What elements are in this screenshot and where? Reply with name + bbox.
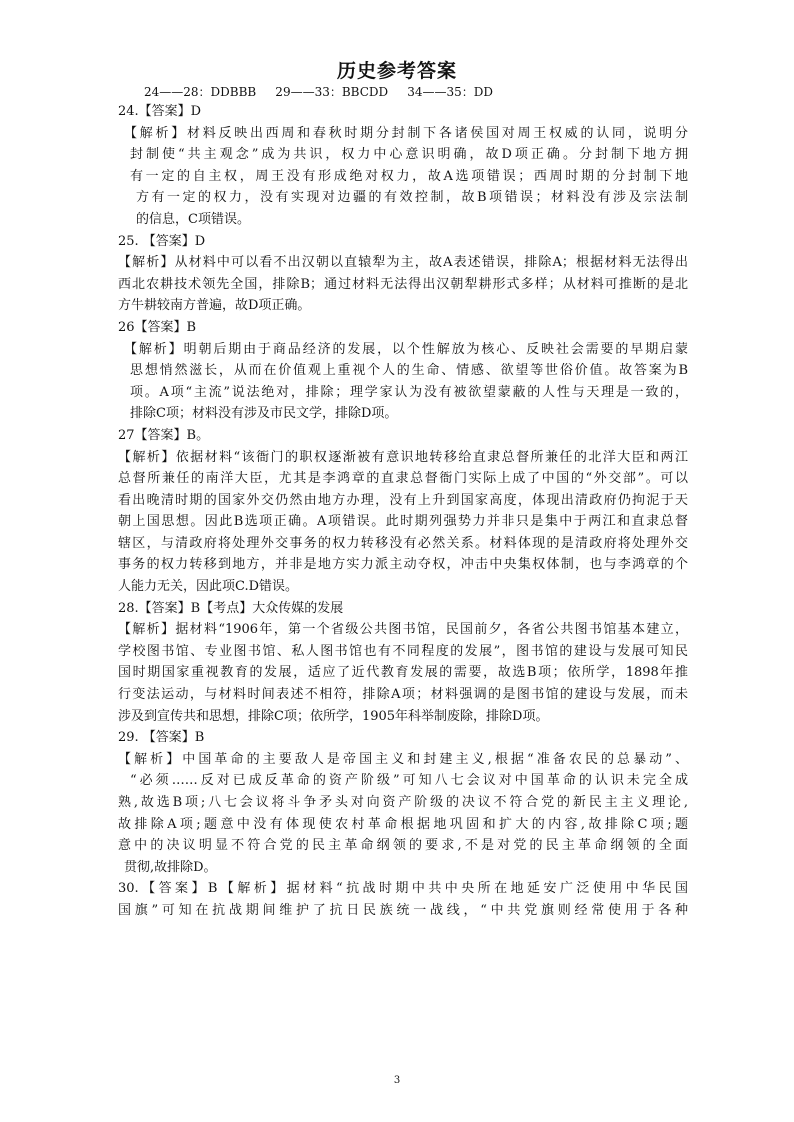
text-line: 【解析】中国革命的主要敌人是帝国主义和封建主义,根据“准备农民的总暴动”、	[118, 751, 688, 767]
answer-heading-29	[118, 727, 688, 749]
page-number: 3	[393, 1075, 401, 1086]
text-line: 西北农耕技术领先全国，排除B；通过材料无法得出汉朝犁耕形式多样；从材料可推断的是北	[118, 276, 688, 292]
text-line: 24.【答案】D	[118, 104, 202, 119]
text-line: 排除C项；材料没有涉及市民文学，排除D项。	[130, 406, 398, 422]
text-line: 学校图书馆、专业图书馆、私人图书馆也有不同程度的发展”，图书馆的建设与发展可知民	[118, 643, 688, 659]
text-line: 27【答案】B。	[118, 427, 210, 443]
answer-heading-28	[118, 598, 688, 620]
answer-key-summary: 24——28：DDBBB 29——33：BBCDD 34——35：DD	[144, 85, 493, 99]
explanation-30	[118, 878, 688, 921]
text-line: 看出晚清时期的国家外交仍然由地方办理，没有上升到国家高度，体现出清政府仍拘泥于天	[118, 492, 688, 508]
explanation-29	[118, 749, 688, 879]
text-line: 的信息，C项错误。	[136, 211, 250, 227]
text-line: 国时期国家重视教育的发展，适应了近代教育发展的需要，故选B项；依所学，1898年推	[118, 665, 688, 681]
text-line: 30.【答案】B【解析】据材料“抗战时期中共中央所在地延安广泛使用中华民国	[118, 881, 688, 897]
text-line: 方有一定的权力，没有实现对边疆的有效控制，故B项错误；材料没有涉及宗法制	[136, 190, 688, 206]
text-line: 涉及到宣传共和思想，排除C项；依所学，1905年科举制废除，排除D项。	[118, 708, 549, 724]
answer-heading-25	[118, 231, 688, 253]
answer-content	[118, 101, 688, 922]
text-line: 行变法运动，与材料时间表述不相符，排除A项；材料强调的是图书馆的建设与发展，而未	[118, 687, 688, 703]
text-line: 26【答案】B	[118, 319, 197, 335]
text-line: 项。A项“主流”说法绝对，排除；理学家认为没有被欲望蒙蔽的人性与天理是一致的，	[130, 384, 688, 400]
explanation-25	[118, 252, 688, 317]
text-line: 方牛耕较南方普遍，故D项正确。	[118, 298, 311, 314]
answer-heading-26	[118, 317, 688, 339]
text-line: 贯彻,故排除D。	[124, 859, 217, 875]
text-line: 意中的决议明显不符合党的民主革命纲领的要求,不是对党的民主革命纲领的全面	[118, 838, 688, 854]
document-title: 历史参考答案	[336, 60, 457, 82]
text-line: 故排除A项;题意中没有体现使农村革命根据地巩固和扩大的内容,故排除C项;题	[118, 816, 688, 832]
text-line: 思想悄然滋长，从而在价值观上重视个人的生命、情感、欲望等世俗价值。故答案为B	[130, 363, 688, 379]
text-line: 29. 【答案】B	[118, 730, 205, 746]
text-line: 熟,故选B项;八七会议将斗争矛头对向资产阶级的决议不符合党的新民主主义理论,	[118, 795, 688, 810]
explanation-28	[118, 619, 688, 727]
text-line: 有一定的自主权，周王没有形成绝对权力，故A选项错误；西周时期的分封制下地	[130, 168, 688, 184]
answer-heading-24	[118, 101, 688, 123]
text-line: 28.【答案】B【考点】大众传媒的发展	[118, 600, 344, 616]
answer-heading-27	[118, 425, 688, 447]
text-line: 总督所兼任的南洋大臣，尤其是李鸿章的直隶总督衙门实际上成了中国的“外交部”。可以	[118, 471, 688, 487]
text-line: “必须……反对已成反革命的资产阶级”可知八七会议对中国革命的认识未完全成	[130, 773, 688, 789]
text-line: 事务的权力转移到地方，并非是地方实力派主动夺权，冲击中央集权体制，也与李鸿章的个	[118, 557, 688, 573]
text-line: 25. 【答案】D	[118, 233, 206, 249]
text-line: 封制使“共主观念”成为共识，权力中心意识明确，故D项正确。分封制下地方拥	[130, 147, 688, 163]
text-line: 国旗”可知在抗战期间维护了抗日民族统一战线，“中共党旗则经常使用于各种	[118, 902, 688, 918]
text-line: 【解析】据材料“1906年，第一个省级公共图书馆，民国前夕，各省公共图书馆基本建立，	[118, 622, 688, 638]
text-line: 人能力无关，因此项C.D错误。	[118, 579, 299, 595]
explanation-27	[118, 447, 688, 598]
text-line: 【解析】材料反映出西周和春秋时期分封制下各诸侯国对周王权威的认同，说明分	[124, 125, 688, 141]
text-line: 辖区，与清政府将处理外交事务的权力转移没有必然关系。材料体现的是清政府将处理外交	[118, 535, 688, 551]
text-line: 【解析】从材料中可以看不出汉朝以直辕犁为主，故A表述错误，排除A；根据材料无法得出	[118, 255, 688, 271]
text-line: 【解析】明朝后期由于商品经济的发展，以个性解放为核心、反映社会需要的早期启蒙	[124, 341, 688, 357]
text-line: 朝上国思想。因此B选项正确。A项错误。此时期列强势力并非只是集中于两江和直隶总督	[118, 514, 688, 530]
explanation-26	[118, 339, 688, 425]
text-line: 【解析】依据材料“该衙门的职权逐渐被有意识地转移给直隶总督所兼任的北洋大臣和两江	[118, 449, 688, 465]
explanation-24	[118, 123, 688, 231]
